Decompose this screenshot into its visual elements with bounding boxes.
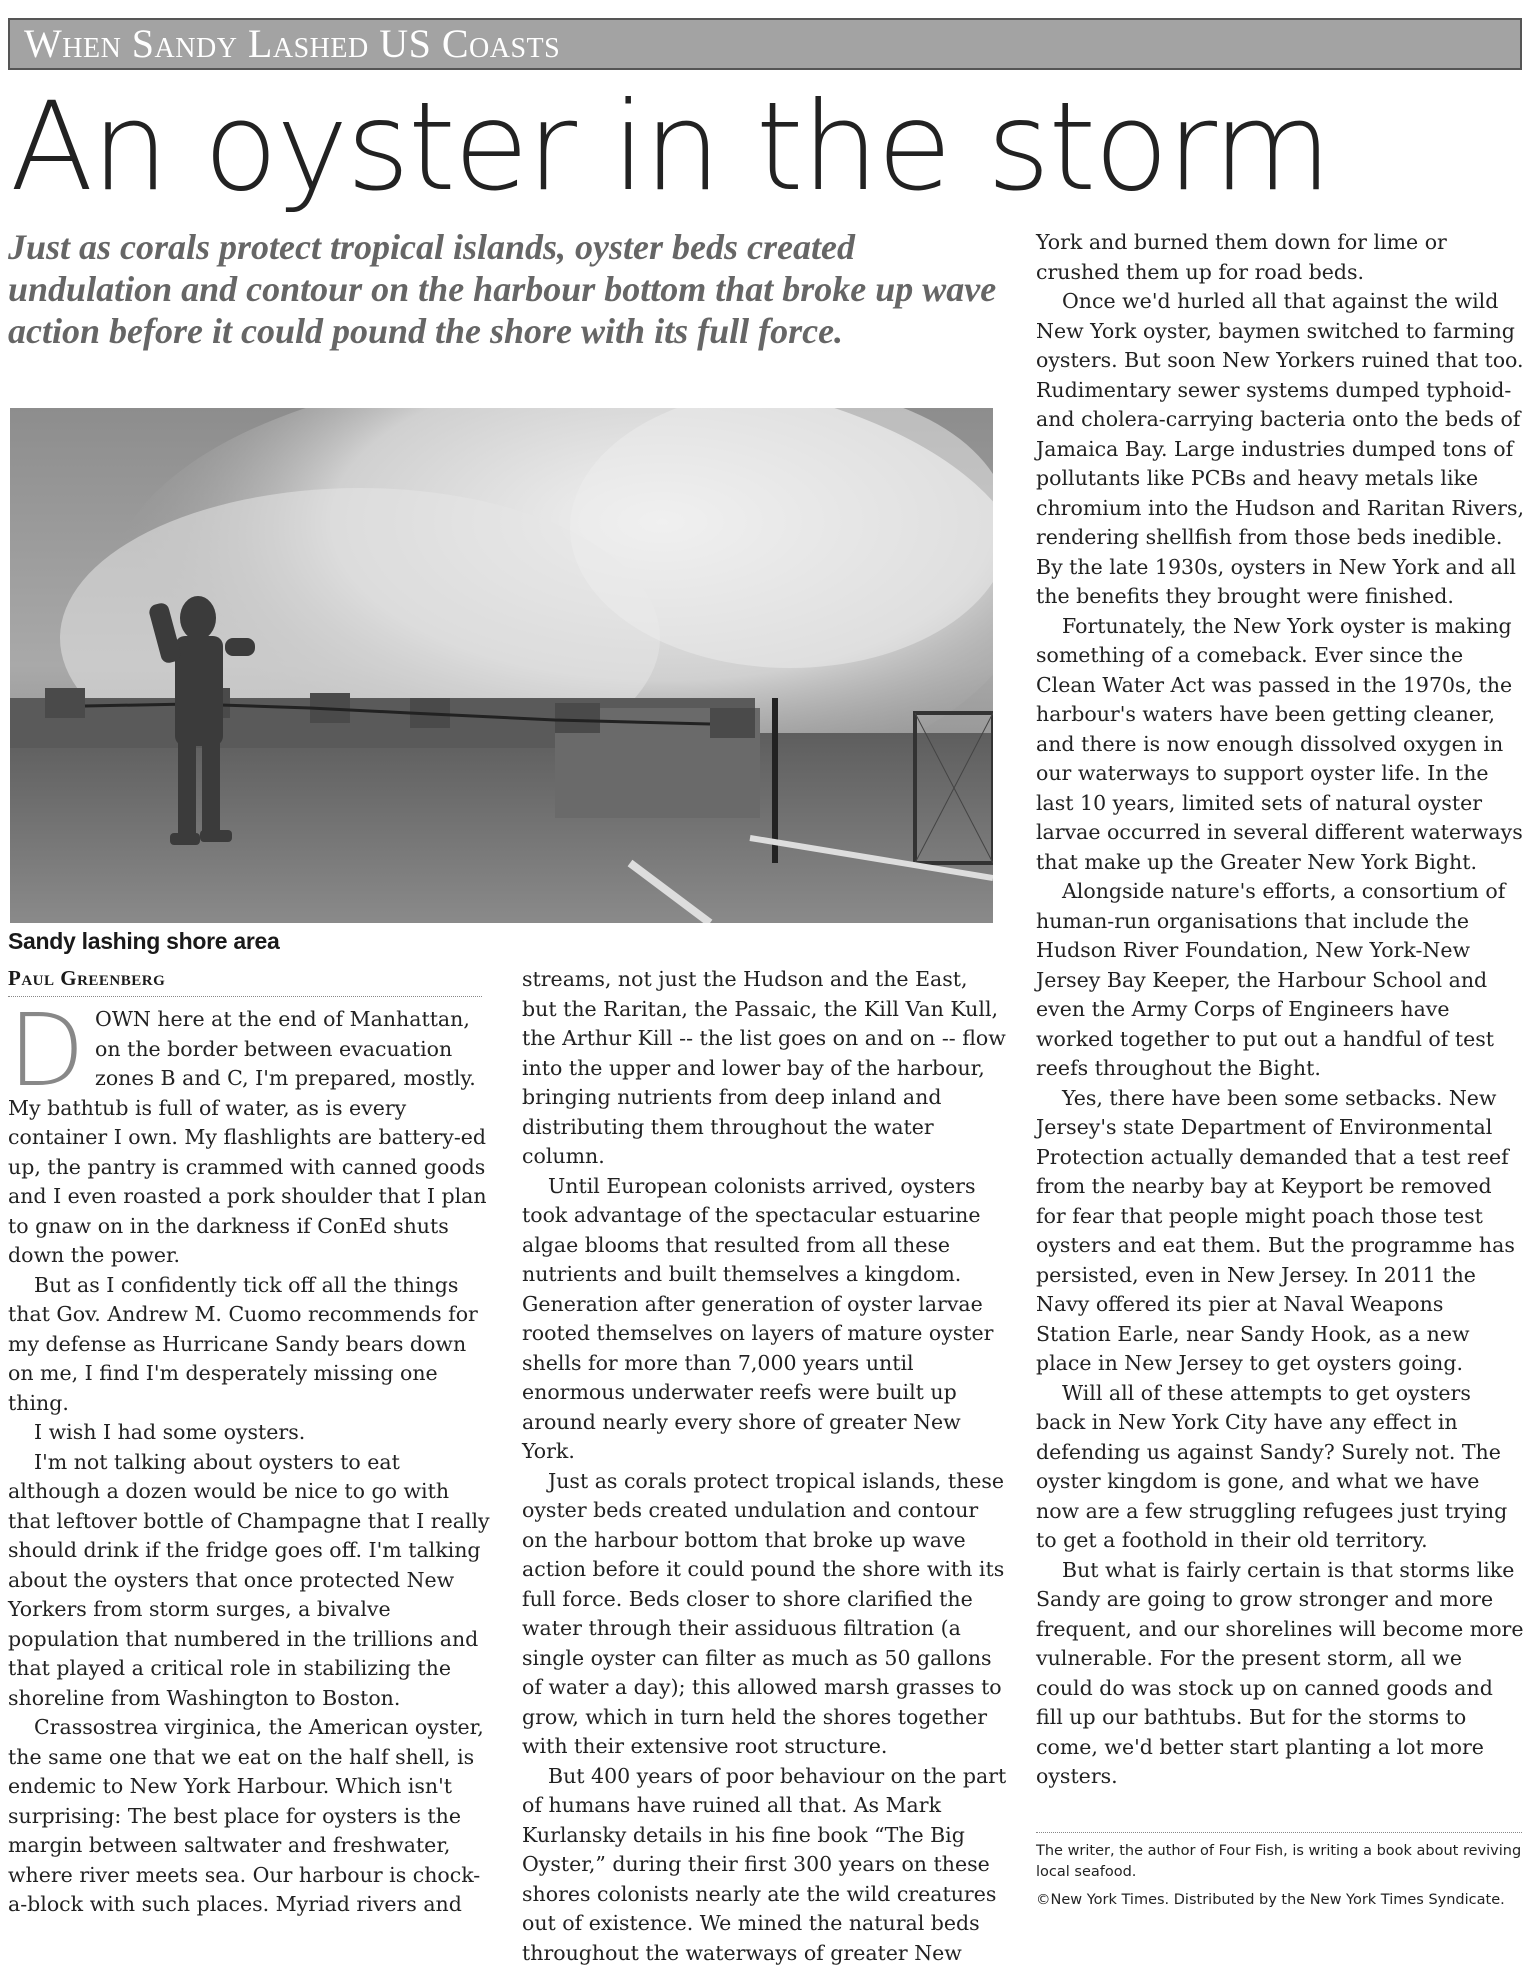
paragraph: Fortunately, the New York oyster is making something of a comeback. Ever since the Clean Water Act was passed in the 1970s, the harbour's waters have been getting cleaner, and there is now enough dissolved oxygen in our waterways to support oyster life. In the last 10 years, limited sets of natural oyster larvae occurred in several different waterways that make up the Greater New York Bight. <box>1036 612 1524 878</box>
section-kicker: When Sandy Lashed US Coasts <box>8 18 1522 70</box>
drop-cap: D <box>8 1009 85 1093</box>
article-column-2 <box>522 965 1007 1968</box>
paragraph: Just as corals protect tropical islands, these oyster beds created undulation and contour on the harbour bottom that broke up wave action before it could pound the shore with its full force. Beds closer to shore clarified the water through their assiduous filtration (a single oyster can filter as much as 50 gallons of water a day); this allowed marsh grasses to grow, which in turn held the shores together with their extensive root structure. <box>522 1467 1007 1762</box>
paragraph: Alongside nature's efforts, a consortium of human-run organisations that include the Hudson River Foundation, New York-New Jersey Bay Keeper, the Harbour School and even the Army Corps of Engineers have worked together to put out a handful of test reefs throughout the Bight. <box>1036 877 1524 1084</box>
headline: An oyster in the storm <box>10 72 1330 222</box>
paragraph: I wish I had some oysters. <box>8 1418 494 1448</box>
paragraph: But as I confidently tick off all the things that Gov. Andrew M. Cuomo recommends for my defense as Hurricane Sandy bears down on me, I find I'm desperately missing one thing. <box>8 1271 494 1419</box>
paragraph: streams, not just the Hudson and the East, but the Raritan, the Passaic, the Kill Van Kull, the Arthur Kill -- the list goes on and on -- flow into the upper and lower bay of the harbour, bringing nutrients from deep inland and distributing them throughout the water column. <box>522 965 1007 1172</box>
paragraph: I'm not talking about oysters to eat although a dozen would be nice to go with that leftover bottle of Champagne that I really should drink if the fridge goes off. I'm talking about the oysters that once protected New Yorkers from storm surges, a bivalve population that numbered in the trillions and that played a critical role in stabilizing the shoreline from Washington to Boston. <box>8 1448 494 1714</box>
paragraph: But 400 years of poor behaviour on the part of humans have ruined all that. As Mark Kurlansky details in his fine book “The Big Oyster,” during their first 300 years on these shores colonists nearly ate the wild creatures out of existence. We mined the natural beds throughout the waterways of greater New <box>522 1762 1007 1968</box>
storm-photo-illustration <box>10 408 993 923</box>
article-column-3 <box>1036 228 1524 1792</box>
paragraph: DOWN here at the end of Manhattan, on the border between evacuation zones B and C, I'm prepared, mostly. My bathtub is full of water, as is every container I own. My flashlights are battery-ed up, the pantry is crammed with canned goods and I even roasted a pork shoulder that I plan to gnaw on in the darkness if ConEd shuts down the power. <box>8 1005 494 1271</box>
paragraph: Will all of these attempts to get oysters back in New York City have any effect in defending us against Sandy? Surely not. The oyster kingdom is gone, and what we have now are a few struggling refugees just trying to get a foothold in their old territory. <box>1036 1379 1524 1556</box>
article-column-1 <box>8 1005 494 1920</box>
paragraph: Until European colonists arrived, oysters took advantage of the spectacular estuarine algae blooms that resulted from all these nutrients and built themselves a kingdom. Generation after generation of oyster larvae rooted themselves on layers of mature oyster shells for more than 7,000 years until enormous underwater reefs were built up around nearly every shore of greater New York. <box>522 1172 1007 1467</box>
paragraph: Once we'd hurled all that against the wild New York oyster, baymen switched to farming oysters. But soon New Yorkers ruined that too. Rudimentary sewer systems dumped typhoid- and cholera-carrying bacteria onto the beds of Jamaica Bay. Large industries dumped tons of pollutants like PCBs and heavy metals like chromium into the Hudson and Raritan Rivers, rendering shellfish from those beds inedible. By the late 1930s, oysters in New York and all the benefits they brought were finished. <box>1036 287 1524 612</box>
copyright-credit: ©New York Times. Distributed by the New York Times Syndicate. <box>1036 1890 1522 1911</box>
author-note: The writer, the author of Four Fish, is writing a book about reviving local seafood. <box>1036 1832 1522 1883</box>
standfirst: Just as corals protect tropical islands, oyster beds created undulation and contour on the harbour bottom that broke up wave action before it could pound the shore with its full force. <box>8 226 1008 352</box>
paragraph: Crassostrea virginica, the American oyster, the same one that we eat on the half shell, is endemic to New York Harbour. Which isn't surprising: The best place for oysters is the margin between saltwater and freshwater, where river meets sea. Our harbour is chock-a-block with such places. Myriad rivers and <box>8 1713 494 1920</box>
paragraph: York and burned them down for lime or crushed them up for road beds. <box>1036 228 1524 287</box>
storm-photo <box>10 408 993 923</box>
paragraph: But what is fairly certain is that storms like Sandy are going to grow stronger and more frequent, and our shorelines will become more vulnerable. For the present storm, all we could do was stock up on canned goods and fill up our bathtubs. But for the storms to come, we'd better start planting a lot more oysters. <box>1036 1556 1524 1792</box>
photo-caption: Sandy lashing shore area <box>8 928 279 955</box>
byline: Paul Greenberg <box>8 966 482 997</box>
paragraph: Yes, there have been some setbacks. New Jersey's state Department of Environmental Protection actually demanded that a test reef from the nearby bay at Keyport be removed for fear that people might poach those test oysters and eat them. But the programme has persisted, even in New Jersey. In 2011 the Navy offered its pier at Naval Weapons Station Earle, near Sandy Hook, as a new place in New Jersey to get oysters going. <box>1036 1084 1524 1379</box>
